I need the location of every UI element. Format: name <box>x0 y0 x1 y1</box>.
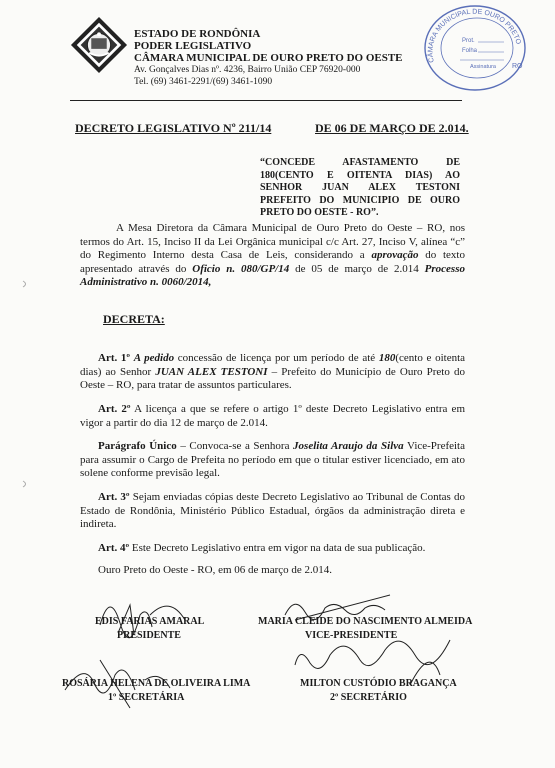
stamp-ro-text: RO <box>512 63 523 70</box>
article-1: Art. 1º A pedido concessão de licença por um período de até 180(cento e oitenta dias) ao Senhor JUAN ALEX TESTONI – Prefeito do Município de Ouro Preto do Oeste – RO, para tratar de assuntos particulares. <box>80 352 466 391</box>
address: Av. Gonçalves Dias nº. 4236, Bairro União CEP 76920-000 <box>134 65 361 75</box>
signatory-name-second-secretary: MILTON CUSTÓDIO BRAGANÇA <box>300 678 457 689</box>
scan-mark <box>22 480 30 488</box>
decree-number: DECRETO LEGISLATIVO Nº 211/14 <box>75 121 272 135</box>
coat-of-arms-emblem <box>70 16 128 74</box>
signatory-name-first-secretary: ROSÁRIA HELENA DE OLIVEIRA LIMA <box>62 678 251 689</box>
decree-date: DE 06 DE MARÇO DE 2.014. <box>315 121 469 135</box>
preamble-paragraph: A Mesa Diretora da Câmara Municipal de Ouro Preto do Oeste – RO, nos termos do Art. 15, Inciso II da Lei Orgânica municipal c/c Art. 27, Inciso V, alínea “c” do Regimento Interno desta Casa de Leis, considerando a aprovação do texto apresentado através do Oficio n. 080/GP/14 de 05 de março de 2.014 Processo Administrativo n. 0060/2014, <box>80 222 465 288</box>
signatory-name-vice-president: MARIA CLEIDE DO NASCIMENTO ALMEIDA <box>258 616 473 627</box>
header-rule <box>70 100 462 101</box>
signatory-role-second-secretary: 2º SECRETÁRIO <box>330 692 407 703</box>
chamber-name: CÂMARA MUNICIPAL DE OURO PRETO DO OESTE <box>134 52 403 64</box>
signatory-name-president: EDIS FARIAS AMARAL <box>95 616 205 627</box>
article-4: Art. 4º Este Decreto Legislativo entra em vigor na data de sua publicação. <box>98 542 426 554</box>
state-name: ESTADO DE RONDÔNIA <box>134 28 261 40</box>
phone: Tel. (69) 3461-2291/(69) 3461-1090 <box>134 77 273 87</box>
sole-paragraph: Parágrafo Único – Convoca-se a Senhora Joselita Araujo da Silva Vice-Prefeita para assumir o Cargo de Prefeita no período em que o titular estiver licenciado, em ato solene conforme previsão legal. <box>80 440 465 479</box>
stamp-field-assinatura: Assinatura <box>470 64 496 70</box>
article-3: Art. 3º Sejam enviadas cópias deste Decreto Legislativo ao Tribunal de Contas do Estado de Rondônia, Ministério Público Estadual, órgãos da administração direta e indireta. <box>80 491 466 530</box>
decree-summary: “CONCEDE AFASTAMENTO DE 180(CENTO E OITENTA DIAS) AO SENHOR JUAN ALEX TESTONI PREFEITO DO MUNICIPIO DE OURO PRETO DO OESTE - RO”. <box>260 157 460 218</box>
stamp-field-prot: Prot. <box>462 38 475 44</box>
stamp-ring-text: CÂMARA MUNICIPAL DE OURO PRETO <box>427 8 522 64</box>
protocol-stamp <box>420 2 530 94</box>
article-2: Art. 2º A licença a que se refere o artigo 1º deste Decreto Legislativo entra em vigor a partir do dia 12 de março de 2.014. <box>80 403 466 429</box>
signatory-role-vice-president: VICE-PRESIDENTE <box>305 630 398 641</box>
signatory-role-first-secretary: 1º SECRETÁRIA <box>108 692 185 703</box>
power-name: PODER LEGISLATIVO <box>134 40 252 52</box>
decreta-heading: DECRETA: <box>103 312 165 326</box>
stamp-field-folha: Folha <box>462 48 478 54</box>
scan-mark <box>22 280 30 288</box>
signatory-role-president: PRESIDENTE <box>117 630 181 641</box>
place-and-date: Ouro Preto do Oeste - RO, em 06 de março de 2.014. <box>98 564 333 576</box>
